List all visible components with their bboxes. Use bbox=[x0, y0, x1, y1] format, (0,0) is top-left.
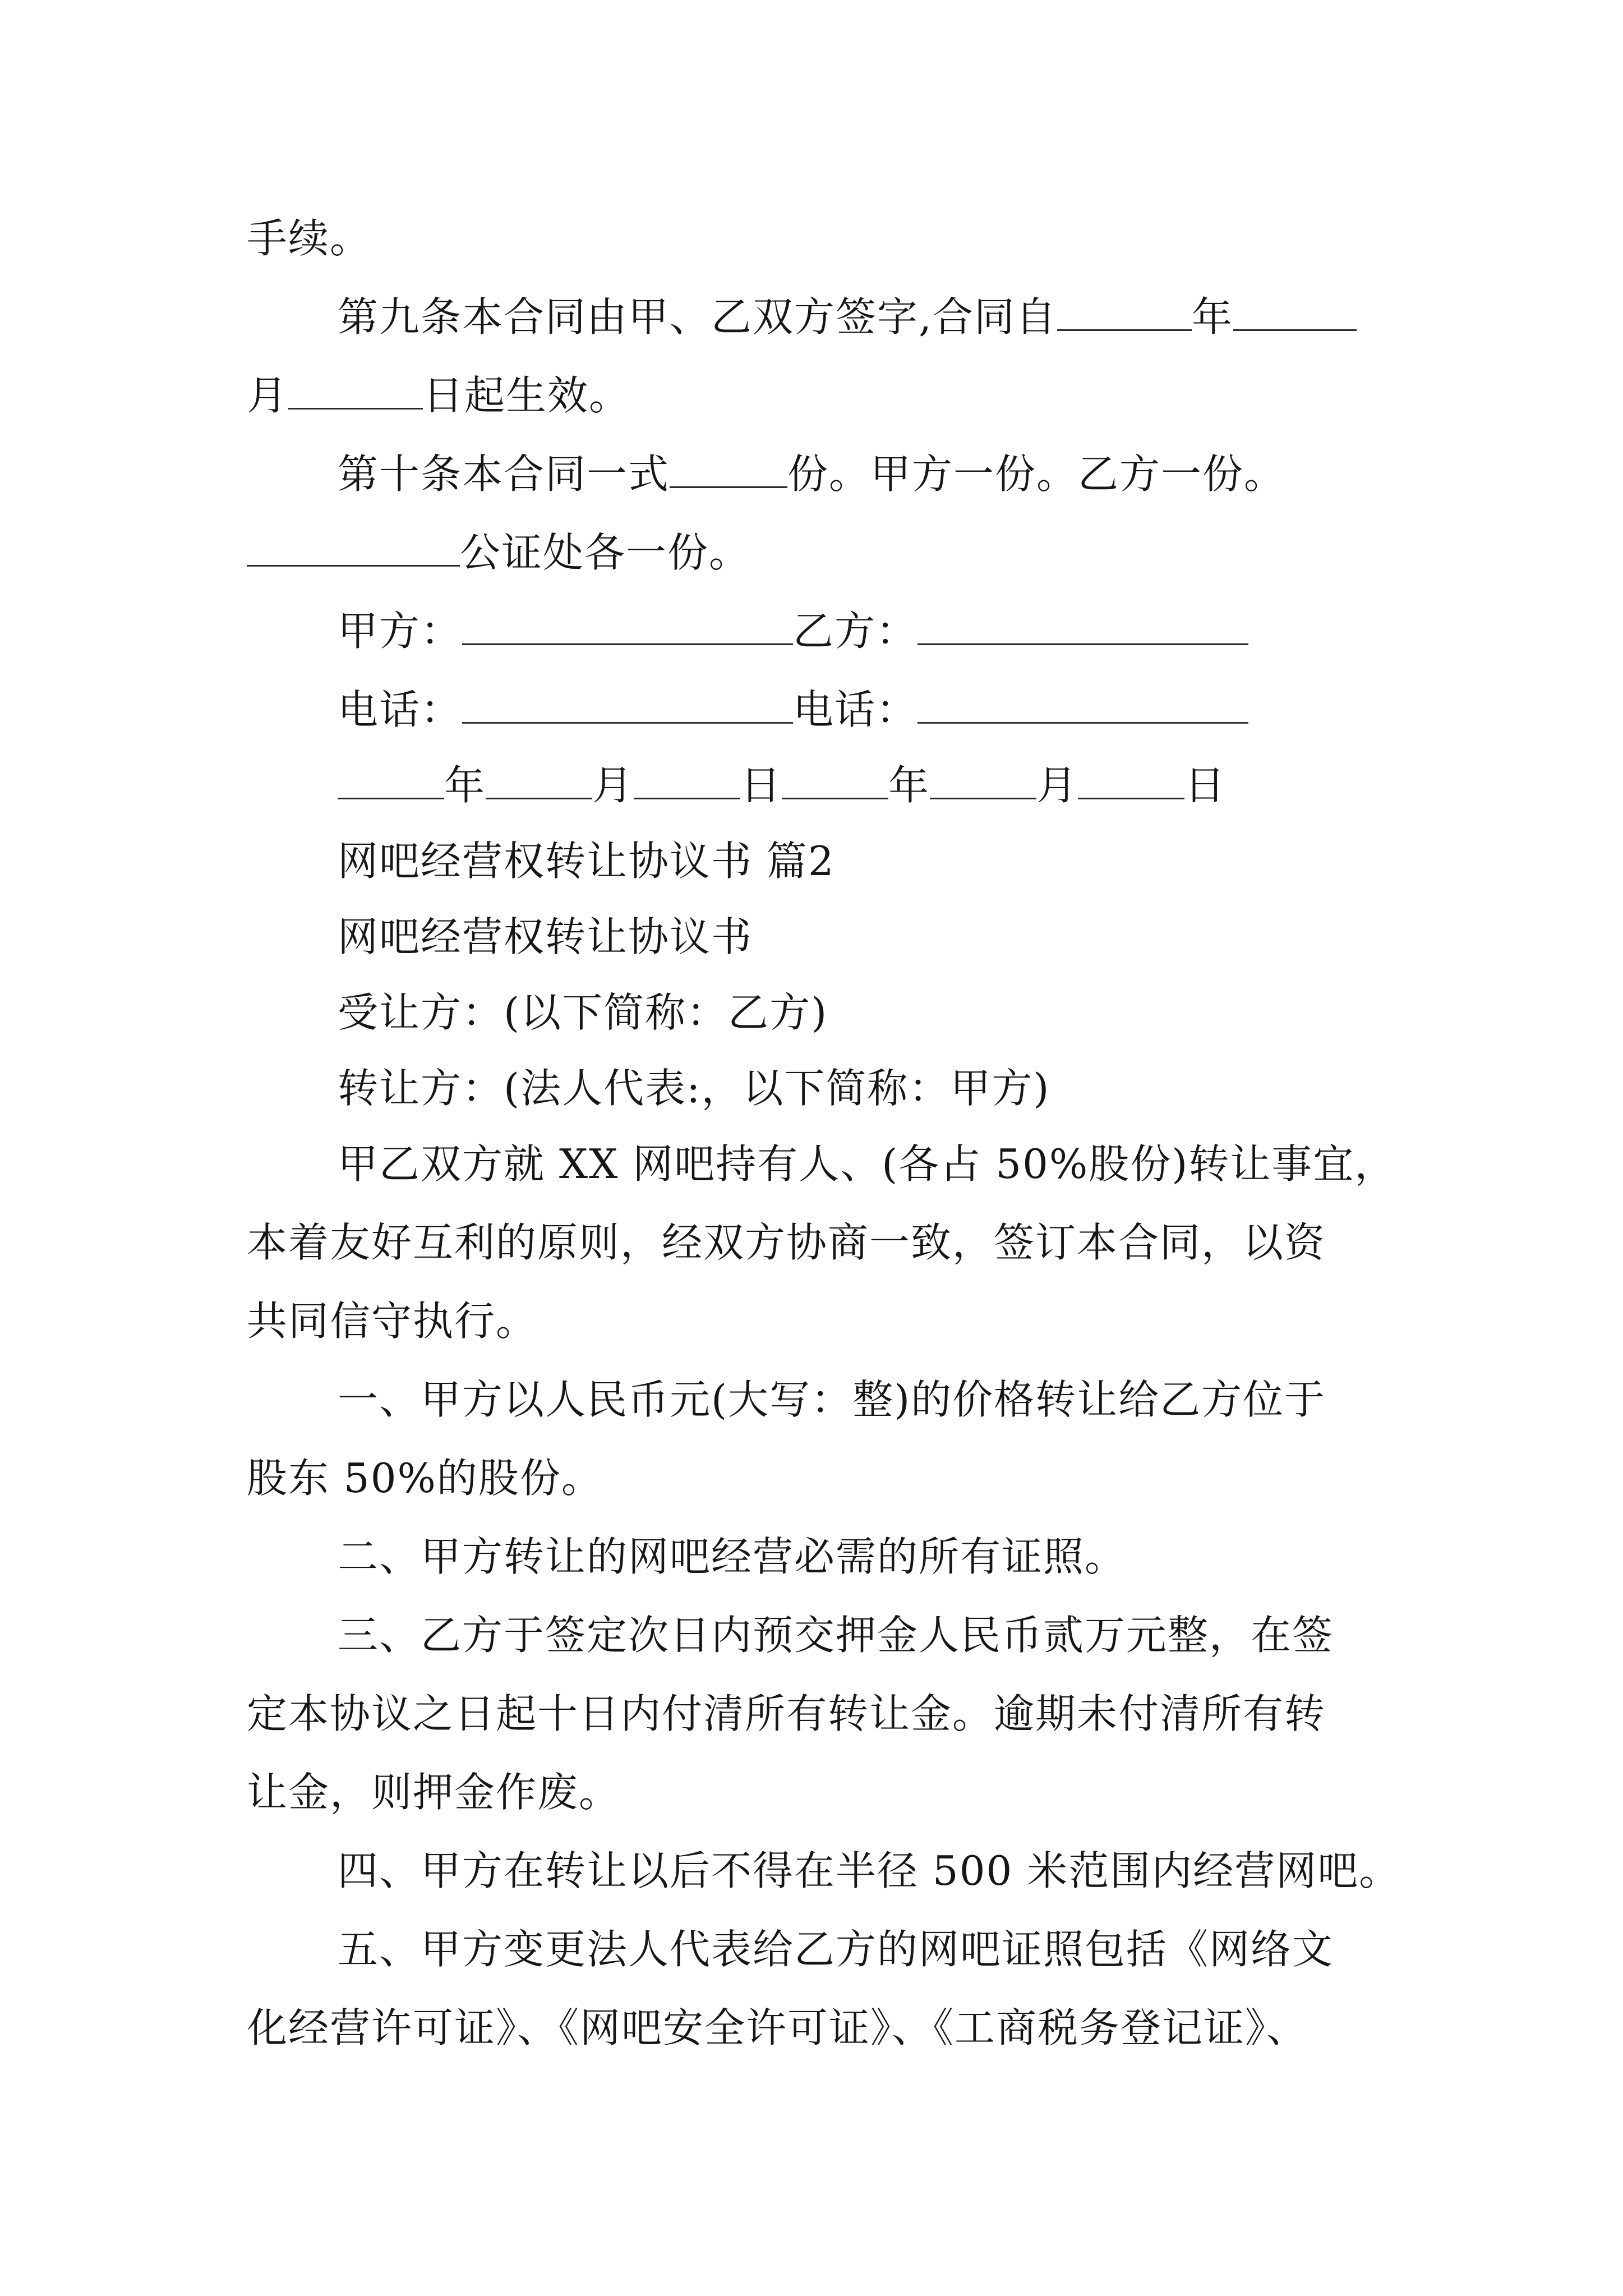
clause-3: 三、乙方于签定次日内预交押金人民币贰万元整，在签 bbox=[338, 1612, 1334, 1659]
clause-5: 五、甲方变更法人代表给乙方的网吧证照包括《网络文 bbox=[338, 1926, 1334, 1973]
section-heading: 网吧经营权转让协议书 篇2 bbox=[338, 838, 835, 885]
copies-blank bbox=[670, 454, 787, 488]
phone-b-blank bbox=[917, 689, 1248, 724]
text-line: 定本协议之日起十日内付清所有转让金。逾期未付清所有转 bbox=[247, 1690, 1326, 1737]
notary-blank bbox=[247, 532, 460, 567]
clause-1: 一、甲方以人民币元(大写：整)的价格转让给乙方位于 bbox=[338, 1376, 1326, 1423]
phone-a-blank bbox=[462, 689, 793, 724]
party-a-blank bbox=[462, 611, 793, 645]
document-title: 网吧经营权转让协议书 bbox=[338, 913, 753, 960]
day-blank bbox=[288, 375, 423, 409]
phone-line: 电话： 电话： bbox=[338, 684, 1248, 735]
transferor-line: 转让方：(法人代表:，以下简称：甲方) bbox=[338, 1065, 1050, 1112]
signature-line: 甲方： 乙方： bbox=[338, 606, 1248, 656]
article-9-line: 第九条本合同由甲、乙双方签字,合同自 年 bbox=[338, 292, 1357, 342]
text-line: 股东 50%的股份。 bbox=[247, 1455, 603, 1502]
article-10-line: 第十条本合同一式 份。甲方一份。乙方一份。 bbox=[338, 450, 1286, 498]
clause-4: 四、甲方在转让以后不得在半径 500 米范围内经营网吧。 bbox=[338, 1847, 1401, 1894]
text-line: 手续。 bbox=[247, 215, 372, 262]
article-10-line-cont: 公证处各一份。 bbox=[247, 527, 750, 578]
clause-2: 二、甲方转让的网吧经营必需的所有证照。 bbox=[338, 1533, 1127, 1580]
article-9-line-cont: 月 日起生效。 bbox=[247, 372, 631, 419]
text-line: 化经营许可证》、《网吧安全许可证》、《工商税务登记证》、 bbox=[247, 2004, 1308, 2051]
transferee-line: 受让方：(以下简称：乙方) bbox=[338, 989, 828, 1036]
text-line: 共同信守执行。 bbox=[247, 1297, 538, 1345]
text-line: 让金，则押金作废。 bbox=[247, 1769, 621, 1816]
text-line: 甲乙双方就 XX 网吧持有人、(各占 50%股份)转让事宜， bbox=[338, 1140, 1396, 1188]
month-blank bbox=[1233, 297, 1357, 331]
year-blank bbox=[1057, 297, 1192, 331]
date-line: 年 月 日 年 月 日 bbox=[338, 760, 1226, 811]
party-b-blank bbox=[917, 611, 1248, 645]
text-line: 本着友好互利的原则，经双方协商一致，签订本合同，以资 bbox=[247, 1219, 1326, 1266]
